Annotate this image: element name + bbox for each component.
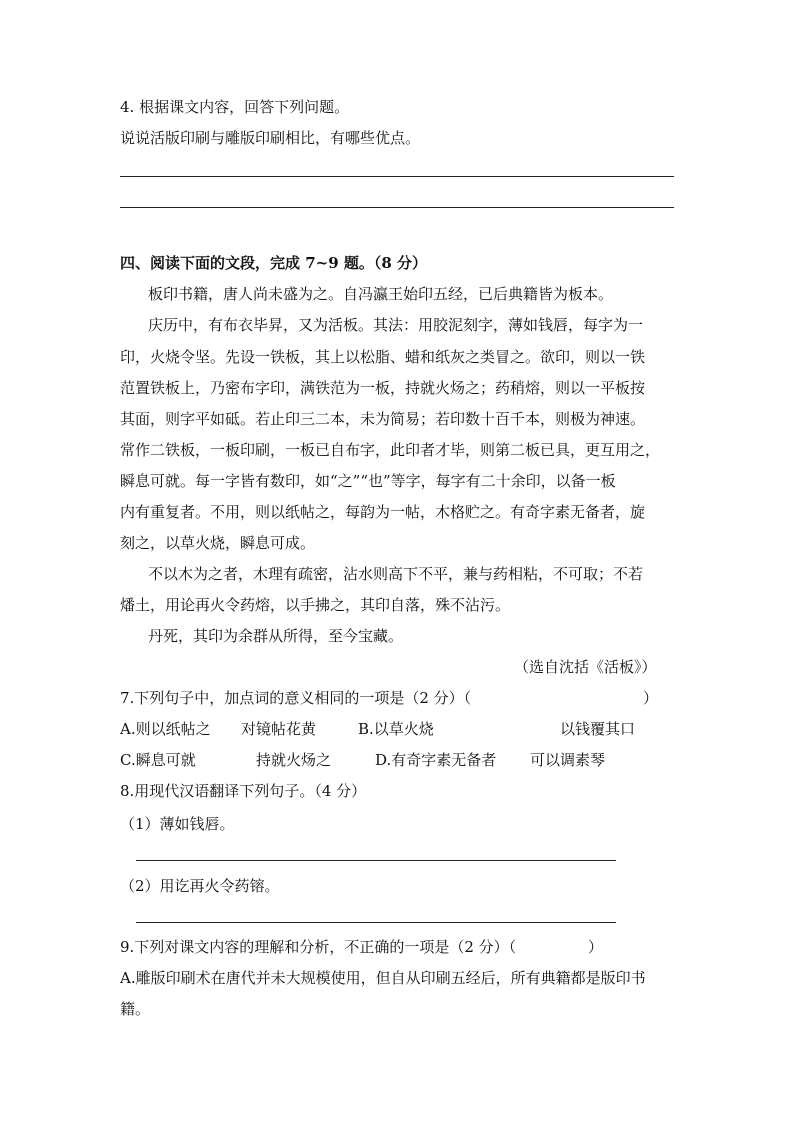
q7-option-c: C.瞬息可就 (120, 751, 196, 769)
q7-option-a: A.则以纸帖之 (120, 720, 211, 738)
passage-line: 印，火烧令坚。先设一铁板，其上以松脂、蜡和纸灰之类冒之。欲印，则以一铁 (120, 348, 646, 366)
answer-line (120, 207, 674, 208)
q7-option-d-pair: 可以调素琴 (530, 751, 606, 769)
q7-option-b-pair: 以钱覆其口 (560, 720, 636, 738)
passage-line: 其面，则字平如砥。若止印三二本，未为简易；若印数十百千本，则极为神速。 (120, 410, 646, 428)
section-heading: 四、阅读下面的文段，完成 7~9 题。（8 分） (120, 254, 428, 272)
q9-paren-close: ） (588, 938, 604, 956)
passage-line: 刻之，以草火烧，瞬息可成。 (120, 534, 316, 552)
q9-option-a-cont: 籍。 (120, 1000, 151, 1018)
q8-item-2: （2）用讫再火令药镕。 (120, 877, 280, 895)
q4-title: 4. 根据课文内容，回答下列问题。 (120, 98, 350, 116)
answer-line (120, 176, 674, 177)
passage-source: （选自沈括《活板》） (514, 658, 657, 676)
q9-option-a: A.雕版印刷术在唐代并未大规模使用，但自从印刷五经后，所有典籍都是版印书 (120, 969, 646, 987)
passage-line: 不以木为之者，木理有疏密，沾水则高下不平，兼与药相粘，不可取；不若 (148, 565, 644, 583)
q8-item-1: （1）薄如钱唇。 (120, 815, 235, 833)
q7-option-a-pair: 对镜帖花黄 (241, 720, 317, 738)
q7-option-b: B.以草火烧 (358, 720, 434, 738)
answer-line (136, 922, 616, 923)
passage-line: 范置铁板上，乃密布字印，满铁范为一板，持就火炀之；药稍熔，则以一平板按 (120, 379, 646, 397)
q8-stem: 8.用现代汉语翻译下列句子。（4 分） (120, 782, 367, 800)
passage-line: 瞬息可就。每一字皆有数印，如“之”“也”等字，每字有二十余印，以备一板 (120, 472, 616, 490)
q9-stem: 9.下列对课文内容的理解和分析，不正确的一项是（2 分）（ (120, 938, 517, 956)
q4-prompt: 说说活版印刷与雕版印刷相比，有哪些优点。 (120, 129, 421, 147)
passage-line: 庆历中，有布衣毕昇，又为活板。其法：用胶泥刻字，薄如钱唇，每字为一 (148, 316, 644, 334)
passage-line: 燔土，用论再火令药熔，以手拂之，其印自落，殊不沾污。 (120, 596, 511, 614)
passage-line: 常作二铁板，一板印刷，一板已自布字，此印者才毕，则第二板已具，更互用之， (120, 441, 661, 459)
answer-line (136, 860, 616, 861)
passage-line: 板印书籍，唐人尚未盛为之。自冯瀛王始印五经，已后典籍皆为板本。 (148, 285, 614, 303)
q7-option-d: D.有奇字素无备者 (375, 751, 497, 769)
q7-option-c-pair: 持就火炀之 (256, 751, 332, 769)
passage-line: 内有重复者。不用，则以纸帖之，每韵为一帖，木格贮之。有奇字素无备者，旋 (120, 503, 646, 521)
passage-line: 丹死，其印为余群从所得，至今宝藏。 (148, 627, 404, 645)
q7-stem: 7.下列句子中，加点词的意义相同的一项是（2 分）（ (120, 689, 472, 707)
q7-paren-close: ） (643, 689, 659, 707)
